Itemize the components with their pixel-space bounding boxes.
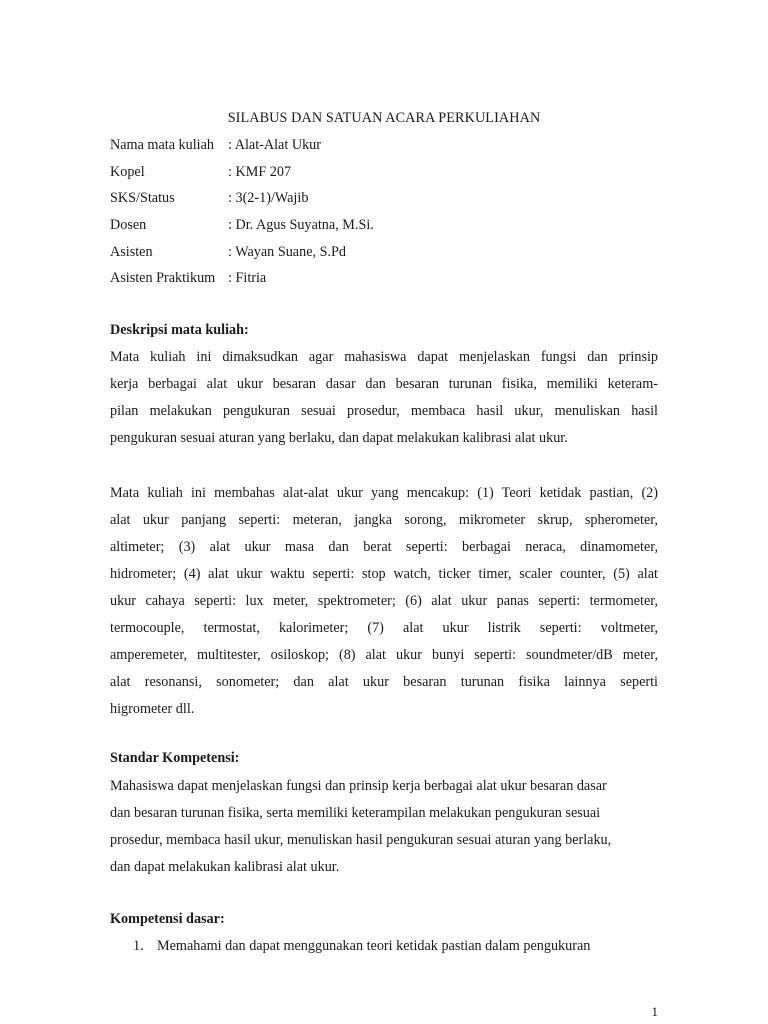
paragraph-line: dan besaran turunan fisika, serta memiliki keterampilan melakukan pengukuran sesuai <box>110 805 601 821</box>
info-label: Asisten <box>110 243 153 260</box>
list-item-number: 1. <box>133 938 144 954</box>
paragraph-line: higrometer dll. <box>110 701 195 717</box>
list-item-text: Memahami dan dapat menggunakan teori ketidak pastian dalam pengukuran <box>157 938 591 954</box>
deskripsi-paragraph-2 <box>110 480 658 723</box>
info-value: : Wayan Suane, S.Pd <box>228 243 347 260</box>
paragraph-line: amperemeter, multitester, osiloskop; (8) alat ukur bunyi seperti: soundmeter/dB meter, <box>110 647 658 663</box>
page-number: 1 <box>651 1004 658 1019</box>
info-row-assistant <box>110 242 670 269</box>
info-row-course-name <box>110 135 670 162</box>
paragraph-line: Mata kuliah ini membahas alat-alat ukur yang mencakup: (1) Teori ketidak pastian, (2) <box>110 485 658 501</box>
info-value: : Fitria <box>228 270 267 287</box>
document-title: SILABUS DAN SATUAN ACARA PERKULIAHAN <box>227 110 541 126</box>
deskripsi-paragraph-1 <box>110 344 658 452</box>
info-row-credits <box>110 188 670 215</box>
paragraph-line: hidrometer; (4) alat ukur waktu seperti: stop watch, ticker timer, scaler counter, (5) alat <box>110 566 658 582</box>
standar-heading: Standar Kompetensi: <box>110 750 240 766</box>
paragraph-line: Mata kuliah ini dimaksudkan agar mahasiswa dapat menjelaskan fungsi dan prinsip <box>110 349 658 365</box>
paragraph-line: termocouple, termostat, kalorimeter; (7) alat ukur listrik seperti: voltmeter, <box>110 620 658 636</box>
paragraph-line: ukur cahaya seperti: lux meter, spektrometer; (6) alat ukur panas seperti: termometer, <box>110 593 658 609</box>
info-row-practicum-assistant <box>110 268 670 295</box>
info-value: : 3(2-1)/Wajib <box>228 190 309 207</box>
info-row-code <box>110 162 670 189</box>
paragraph-line: pilan melakukan pengukuran sesuai prosedur, membaca hasil ukur, menuliskan hasil <box>110 403 658 419</box>
info-label: Nama mata kuliah <box>110 137 215 153</box>
info-label: SKS/Status <box>110 190 175 207</box>
info-label: Dosen <box>110 217 147 234</box>
standar-paragraph <box>110 773 658 881</box>
paragraph-line: dan dapat melakukan kalibrasi alat ukur. <box>110 859 340 875</box>
kompetensi-heading: Kompetensi dasar: <box>110 911 225 927</box>
info-value: : Dr. Agus Suyatna, M.Si. <box>228 217 374 234</box>
paragraph-line: kerja berbagai alat ukur besaran dasar dan besaran turunan fisika, memiliki keteram- <box>110 376 658 392</box>
info-value: : KMF 207 <box>228 163 292 180</box>
paragraph-line: Mahasiswa dapat menjelaskan fungsi dan prinsip kerja berbagai alat ukur besaran dasar <box>110 778 607 794</box>
info-label: Asisten Praktikum <box>110 270 216 287</box>
paragraph-line: alat ukur panjang seperti: meteran, jangka sorong, mikrometer skrup, spherometer, <box>110 512 658 528</box>
course-info-table <box>110 135 670 295</box>
info-row-lecturer <box>110 215 670 242</box>
list-item <box>133 938 590 955</box>
paragraph-line: altimeter; (3) alat ukur masa dan berat seperti: berbagai neraca, dinamometer, <box>110 539 658 555</box>
paragraph-line: pengukuran sesuai aturan yang berlaku, dan dapat melakukan kalibrasi alat ukur. <box>110 430 568 446</box>
deskripsi-heading: Deskripsi mata kuliah: <box>110 322 249 338</box>
paragraph-line: prosedur, membaca hasil ukur, menuliskan hasil pengukuran sesuai aturan yang berlaku, <box>110 832 612 848</box>
paragraph-line: alat resonansi, sonometer; dan alat ukur besaran turunan fisika lainnya seperti <box>110 674 658 690</box>
info-label: Kopel <box>110 163 145 180</box>
info-value: : Alat-Alat Ukur <box>228 137 321 153</box>
